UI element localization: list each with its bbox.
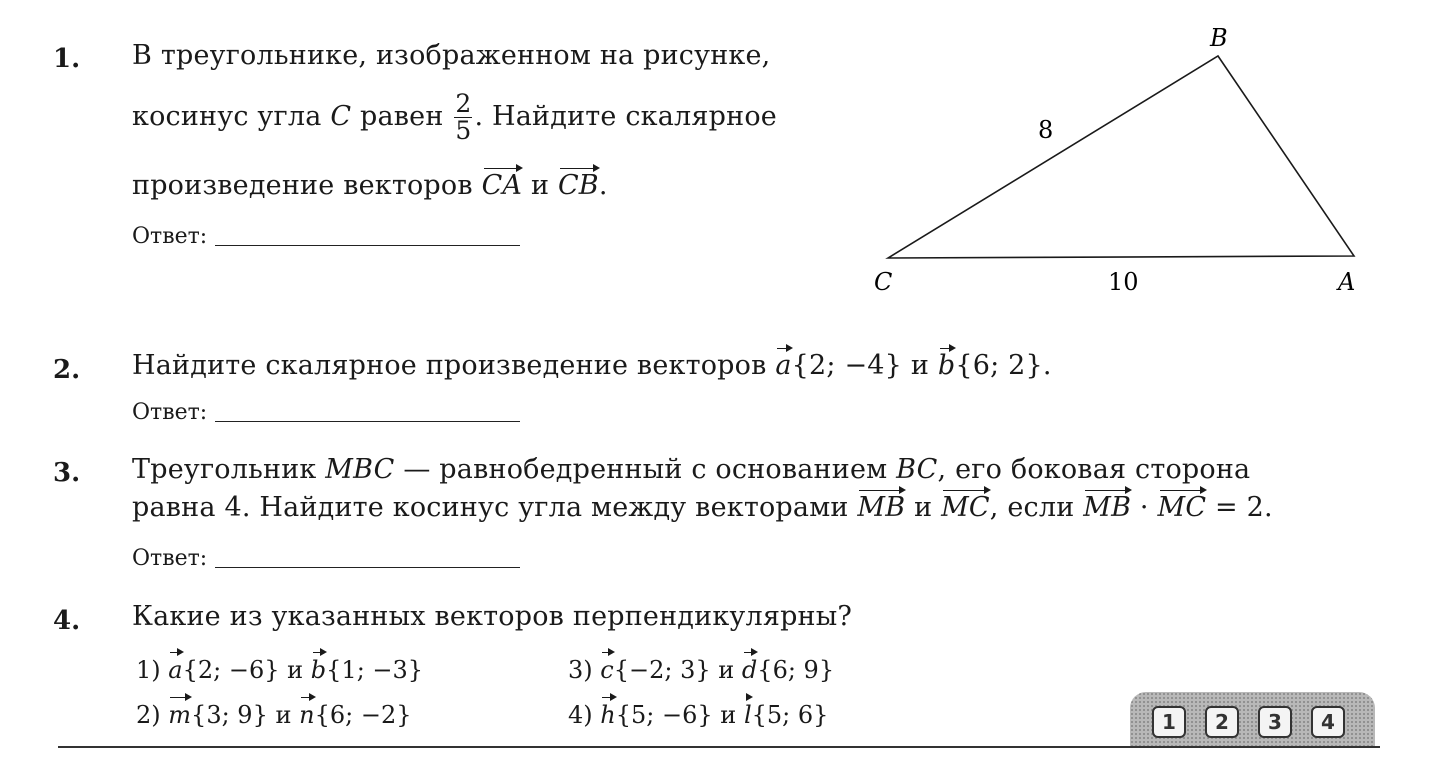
vertex-a-label: A [1338,268,1356,296]
vector-mb: MB [857,492,906,523]
vector-a: a [775,350,792,381]
vector-mc: MC [941,492,990,523]
vertex-b-label: B [1210,24,1228,52]
vector-l: l [743,701,752,729]
answer-badge-3[interactable]: 3 [1258,706,1292,738]
base-name: BC [896,454,938,485]
problem-1-text: произведение векторов [132,170,473,201]
vector-coords: {5; 6} [751,701,829,729]
problem-3-text: = 2. [1215,492,1273,523]
problem-1-line-2 [132,88,777,146]
problem-1-text: . [598,170,608,201]
vector-coords: {5; −6} [615,701,713,729]
answer-field[interactable] [215,421,520,422]
answer-field[interactable] [215,567,520,568]
problem-1-text: . Найдите скалярное [474,101,777,132]
option-label: 4) [568,701,593,729]
dot-operator: · [1139,492,1149,523]
vector-coords: {6; −2} [314,701,412,729]
vector-b: b [310,656,327,684]
problem-3-text: — равнобедренный с основанием [403,454,888,485]
option-label: 3) [568,656,593,684]
vector-mb: MB [1083,492,1132,523]
fraction [454,88,472,145]
vertex-c-label: C [874,268,893,296]
option-1[interactable] [136,656,423,684]
answer-badge-1[interactable]: 1 [1152,706,1186,738]
option-label: 1) [136,656,161,684]
problem-3-text: равна 4. Найдите косинус угла между векторами [132,492,849,523]
conjunction: и [530,170,550,201]
answer-label: Ответ: [132,224,208,249]
vector-coords: {1; −3} [326,656,424,684]
answer-badge-strip [1130,692,1375,747]
problem-3-text: , его боковая сторона [937,454,1251,485]
vector-cb: CB [557,170,599,201]
option-label: 2) [136,701,161,729]
problem-1-text: равен [359,101,444,132]
vector-coords: {−2; 3} [613,656,711,684]
side-cb-length: 8 [1038,116,1054,144]
answer-badge-2[interactable]: 2 [1205,706,1239,738]
triangle-name: MBC [325,454,395,485]
vector-coords: {6; 9} [757,656,835,684]
problem-3-number: 3. [53,458,81,488]
vector-b: b [937,350,956,381]
vector-c: c [600,656,614,684]
bottom-divider [58,746,1380,748]
vector-m: m [168,701,192,729]
option-3[interactable] [568,656,834,684]
vector-coords: {3; 9} [191,701,268,729]
problem-3-text: Треугольник [132,454,317,485]
conjunction: и [718,656,735,684]
problem-3-answer [132,546,520,571]
problem-2-text [132,352,1052,379]
vector-n: n [299,701,315,729]
problem-1-number: 1. [53,44,81,74]
fraction-denominator: 5 [455,116,472,145]
fraction-numerator: 2 [455,88,472,118]
answer-field[interactable] [215,245,520,246]
vector-a: a [168,656,183,684]
triangle-figure [860,20,1380,310]
answer-label: Ответ: [132,546,208,571]
problem-3-line-1 [132,456,1250,483]
vector-h: h [600,701,616,729]
conjunction: и [275,701,292,729]
problem-1-answer [132,224,520,249]
vector-a-coords: {2; −4} [791,350,903,381]
vector-coords: {2; −6} [182,656,280,684]
option-2[interactable] [136,701,412,729]
problem-2-number: 2. [53,355,81,385]
angle-name: C [330,101,352,132]
option-4[interactable] [568,701,828,729]
vector-mc: MC [1157,492,1207,523]
vector-b-coords: {6; 2}. [955,350,1052,381]
answer-badge-4[interactable]: 4 [1311,706,1345,738]
conjunction: и [910,350,930,381]
conjunction: и [914,492,933,523]
answer-label: Ответ: [132,400,208,425]
vector-ca: CA [481,170,523,201]
conjunction: и [720,701,737,729]
vector-d: d [741,656,758,684]
problem-1-line-3 [132,172,608,199]
problem-1-text: косинус угла [132,101,322,132]
triangle-abc [888,56,1354,258]
problem-2-statement: Найдите скалярное произведение векторов [132,350,767,381]
problem-3-text: , если [989,492,1075,523]
problem-1-line-1: В треугольнике, изображенном на рисунке, [132,40,771,71]
problem-4-number: 4. [53,606,81,636]
problem-3-line-2 [132,494,1273,521]
problem-4-question: Какие из указанных векторов перпендикулярны? [132,601,853,632]
side-ca-length: 10 [1108,268,1139,296]
conjunction: и [287,656,304,684]
problem-2-answer [132,400,520,425]
